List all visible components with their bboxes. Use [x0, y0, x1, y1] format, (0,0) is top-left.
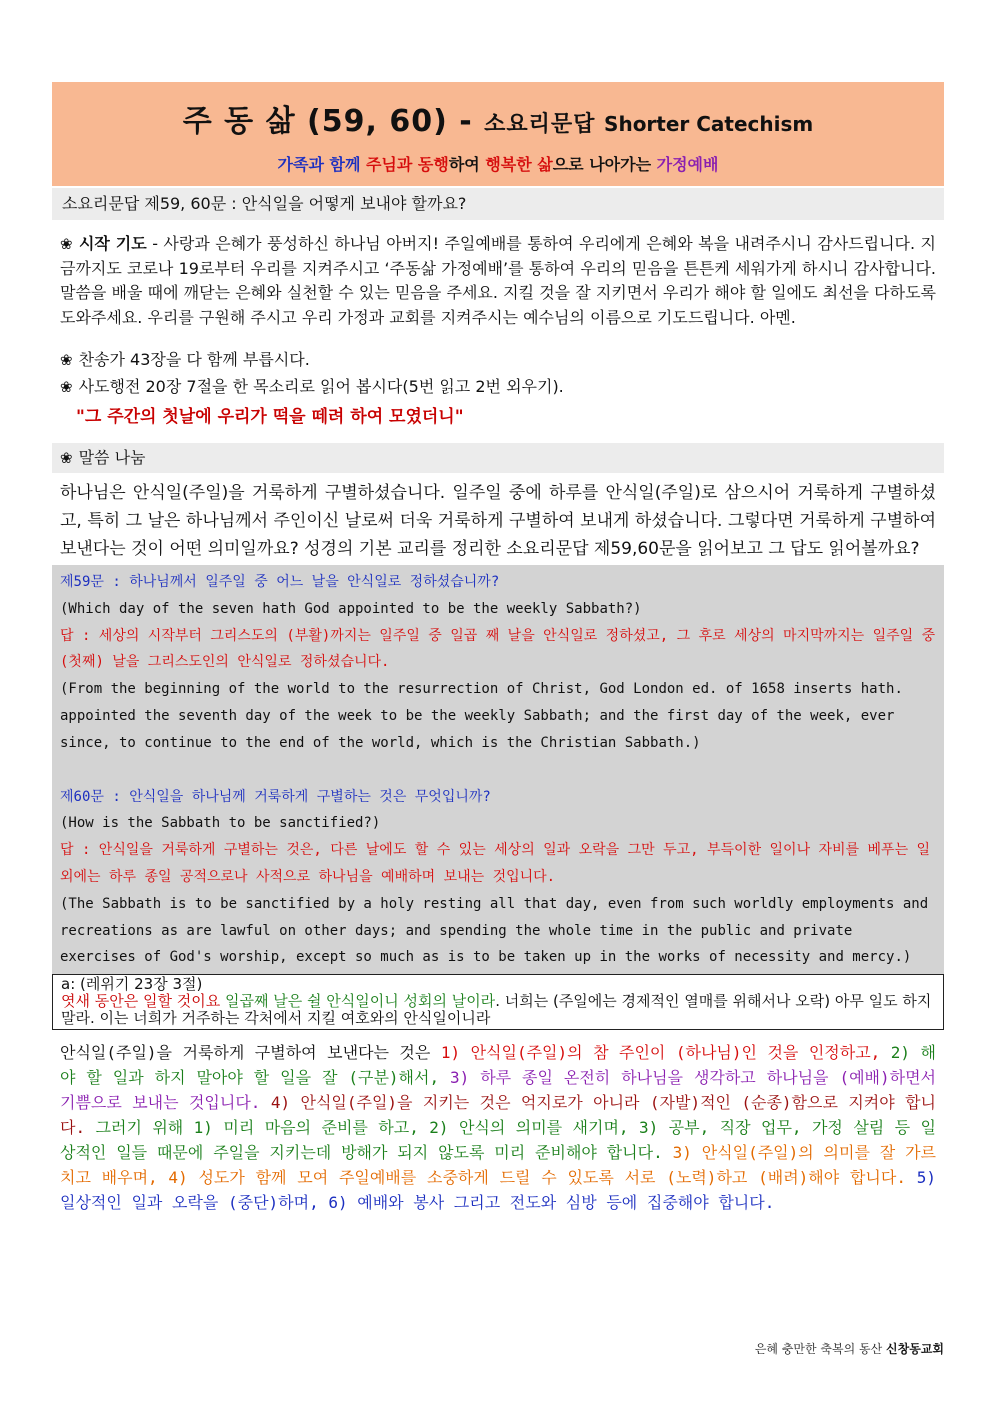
footer — [755, 1340, 944, 1357]
scripture-reference-box — [52, 974, 944, 1030]
flower-icon: ❀ — [60, 351, 73, 369]
reference-part-work: 엿새 동안은 일할 것이요 — [61, 992, 221, 1011]
title-banner — [52, 82, 944, 186]
question-59: 제59문 : 하나님께서 일주일 중 어느 날을 안식일로 정하셨습니까? — [60, 574, 500, 590]
hymn-text: 찬송가 43장을 다 함께 부릅시다. — [78, 350, 310, 369]
memory-verse: "그 주간의 첫날에 우리가 떡을 떼려 하여 모였더니" — [76, 407, 464, 427]
subtitle-part: 행복한 삶 — [485, 155, 553, 174]
question-heading: 소요리문답 제59, 60문 : 안식일을 어떻게 보내야 할까요? — [52, 188, 944, 220]
summary-segment: 3) 하루 종일 온전히 하나님을 생각하고 하나님을 (예배)하면서 기쁨으로 보내는 것입니다. — [60, 1068, 936, 1113]
question-60-english: (How is the Sabbath to be sanctified?) — [60, 815, 381, 832]
answer-59-english: (From the beginning of the world to the resurrection of Christ, God London ed. of 1658 inserts hath. appointed the seventh day of the week to be the weekly Sabbath; and the first day of the week, ever since, to continue to the end of the world, which is the Christian Sabbath.) — [60, 681, 903, 751]
hymn-line — [52, 348, 944, 372]
qa-item-60 — [60, 784, 936, 972]
qa-spacer — [60, 757, 936, 784]
sharing-heading — [52, 443, 944, 473]
opening-prayer — [52, 232, 944, 330]
title-english: Shorter Catechism — [604, 112, 814, 136]
reference-part-rest: . 너희는 (주일에는 경제적인 열매를 위해서나 오락) 아무 일도 하지 말라. 이는 너희가 거주하는 각처에서 지킬 여호와의 안식일이니라 — [61, 992, 932, 1028]
summary-segment: 4) 안식일(주일)을 지키는 것은 억지로가 아니라 (자발)적인 (순종)함으로 지켜야 합니다. — [60, 1093, 936, 1138]
answer-60: 답 : 안식일을 거룩하게 구별하는 것은, 다른 날에도 할 수 있는 세상의 일과 오락을 그만 두고, 부득이한 일이나 자비를 베푸는 일 외에는 하루 종일 공적으로나 사적으로 하나님을 예배하며 보내는 것입니다. — [60, 842, 931, 885]
title-main: 주 동 삶 (59, 60) - — [182, 104, 485, 139]
subtitle-part: 으로 나아가는 — [552, 155, 657, 174]
subtitle-part: 가족과 함께 — [277, 155, 366, 174]
worship-sheet — [52, 82, 944, 1215]
acts-text: 사도행전 20장 7절을 한 목소리로 읽어 봅시다 — [78, 377, 403, 396]
flower-icon: ❀ — [60, 378, 73, 396]
page-title — [52, 82, 944, 140]
prayer-label: 시작 기도 — [78, 234, 147, 253]
acts-note: (5번 읽고 2번 외우기). — [402, 377, 564, 396]
summary-segment: 2) 해야 할 일과 하지 말아야 할 일을 잘 (구분)해서, — [60, 1043, 937, 1088]
subtitle — [52, 152, 944, 175]
summary-segment: 안식일(주일)을 거룩하게 구별하여 보낸다는 것은 — [60, 1043, 441, 1063]
scripture-reading-line — [52, 375, 944, 399]
qa-item-59 — [60, 569, 936, 757]
sharing-intro: 하나님은 안식일(주일)을 거룩하게 구별하셨습니다. 일주일 중에 하루를 안식일(주일)로 삼으시어 거룩하게 구별하셨고, 특히 그 날은 하나님께서 주인이신 날로써 더욱 거룩하게 구별하여 보내게 하셨습니다. 그렇다면 거룩하게 구별하여 보낸다는 것이 어떤 의미일까요? 성경의 기본 교리를 정리한 소요리문답 제59,60문을 읽어보고 그 답도 읽어볼까요? — [60, 483, 936, 559]
title-korean: 소요리문답 — [484, 112, 605, 137]
church-name: 신창동교회 — [886, 1342, 944, 1356]
reference-text — [61, 993, 935, 1027]
subtitle-part: 가정예배 — [656, 155, 719, 174]
subtitle-part: 주님과 동행 — [365, 155, 449, 174]
flower-icon: ❀ — [60, 449, 73, 467]
subtitle-part: 하여 — [448, 155, 486, 174]
reference-heading: a: (레위기 23장 3절) — [61, 975, 203, 994]
flower-icon: ❀ — [60, 235, 73, 253]
question-60: 제60문 : 안식일을 하나님께 거룩하게 구별하는 것은 무엇입니까? — [60, 788, 491, 805]
footer-text: 은혜 충만한 축복의 동산 — [754, 1342, 887, 1356]
question-59-english: (Which day of the seven hath God appointed to be the weekly Sabbath?) — [60, 600, 642, 617]
summary-segment: 1) 안식일(주일)의 참 주인이 (하나님)인 것을 인정하고, — [440, 1043, 891, 1063]
summary-segment: 5) 일상적인 일과 오락을 (중단)하며, 6) 예배와 봉사 그리고 전도와 심방 등에 집중해야 합니다. — [60, 1168, 936, 1213]
reference-part-sabbath: 일곱째 날은 쉴 안식일이니 성회의 날이라 — [225, 992, 496, 1011]
summary-paragraph — [52, 1040, 944, 1215]
summary-segment: 3) 안식일(주일)의 의미를 잘 가르치고 배우며, 4) 성도가 함께 모여 주일예배를 소중하게 드릴 수 있도록 서로 (노력)하고 (배려)해야 합니다. — [60, 1143, 936, 1188]
sharing-title: 말씀 나눔 — [78, 448, 146, 467]
answer-60-english: (The Sabbath is to be sanctified by a holy resting all that day, even from such worldly employments and recreations as are lawful on other days; and spending the whole time in the public and private exercises of God's worship, except so much as is to be taken up in the works of necessity and mercy.) — [60, 895, 929, 966]
summary-segment: 그러기 위해 1) 미리 마음의 준비를 하고, 2) 안식의 의미를 새기며, 3) 공부, 직장 업무, 가정 살림 등 일상적인 일들 때문에 주일을 지키는데 방해가 되지 않도록 미리 준비해야 합니다. — [60, 1118, 936, 1163]
answer-59: 답 : 세상의 시작부터 그리스도의 (부활)까지는 일주일 중 일곱 째 날을 안식일로 정하셨고, 그 후로 세상의 마지막까지는 일주일 중 (첫째) 날을 그리스도인의 안식일로 정하셨습니다. — [60, 627, 936, 671]
catechism-qa-box — [52, 565, 944, 974]
prayer-text: - 사랑과 은혜가 풍성하신 하나님 아버지! 주일예배를 통하여 우리에게 은혜와 복을 내려주시니 감사드립니다. 지금까지도 코로나 19로부터 우리를 지켜주시고 ‘주동삶 가정예배’를 통하여 우리의 믿음을 튼튼케 세워가게 하시니 감사합니다. 말씀을 배울 때에 깨닫는 은혜와 실천할 수 있는 믿음을 주세요. 지킬 것을 잘 지키면서 우리가 해야 할 일에도 최선을 다하도록 도와주세요. 우리를 구원해 주시고 우리 가정과 교회를 지켜주시는 예수님의 이름으로 기도드립니다. 아멘. — [60, 234, 936, 327]
